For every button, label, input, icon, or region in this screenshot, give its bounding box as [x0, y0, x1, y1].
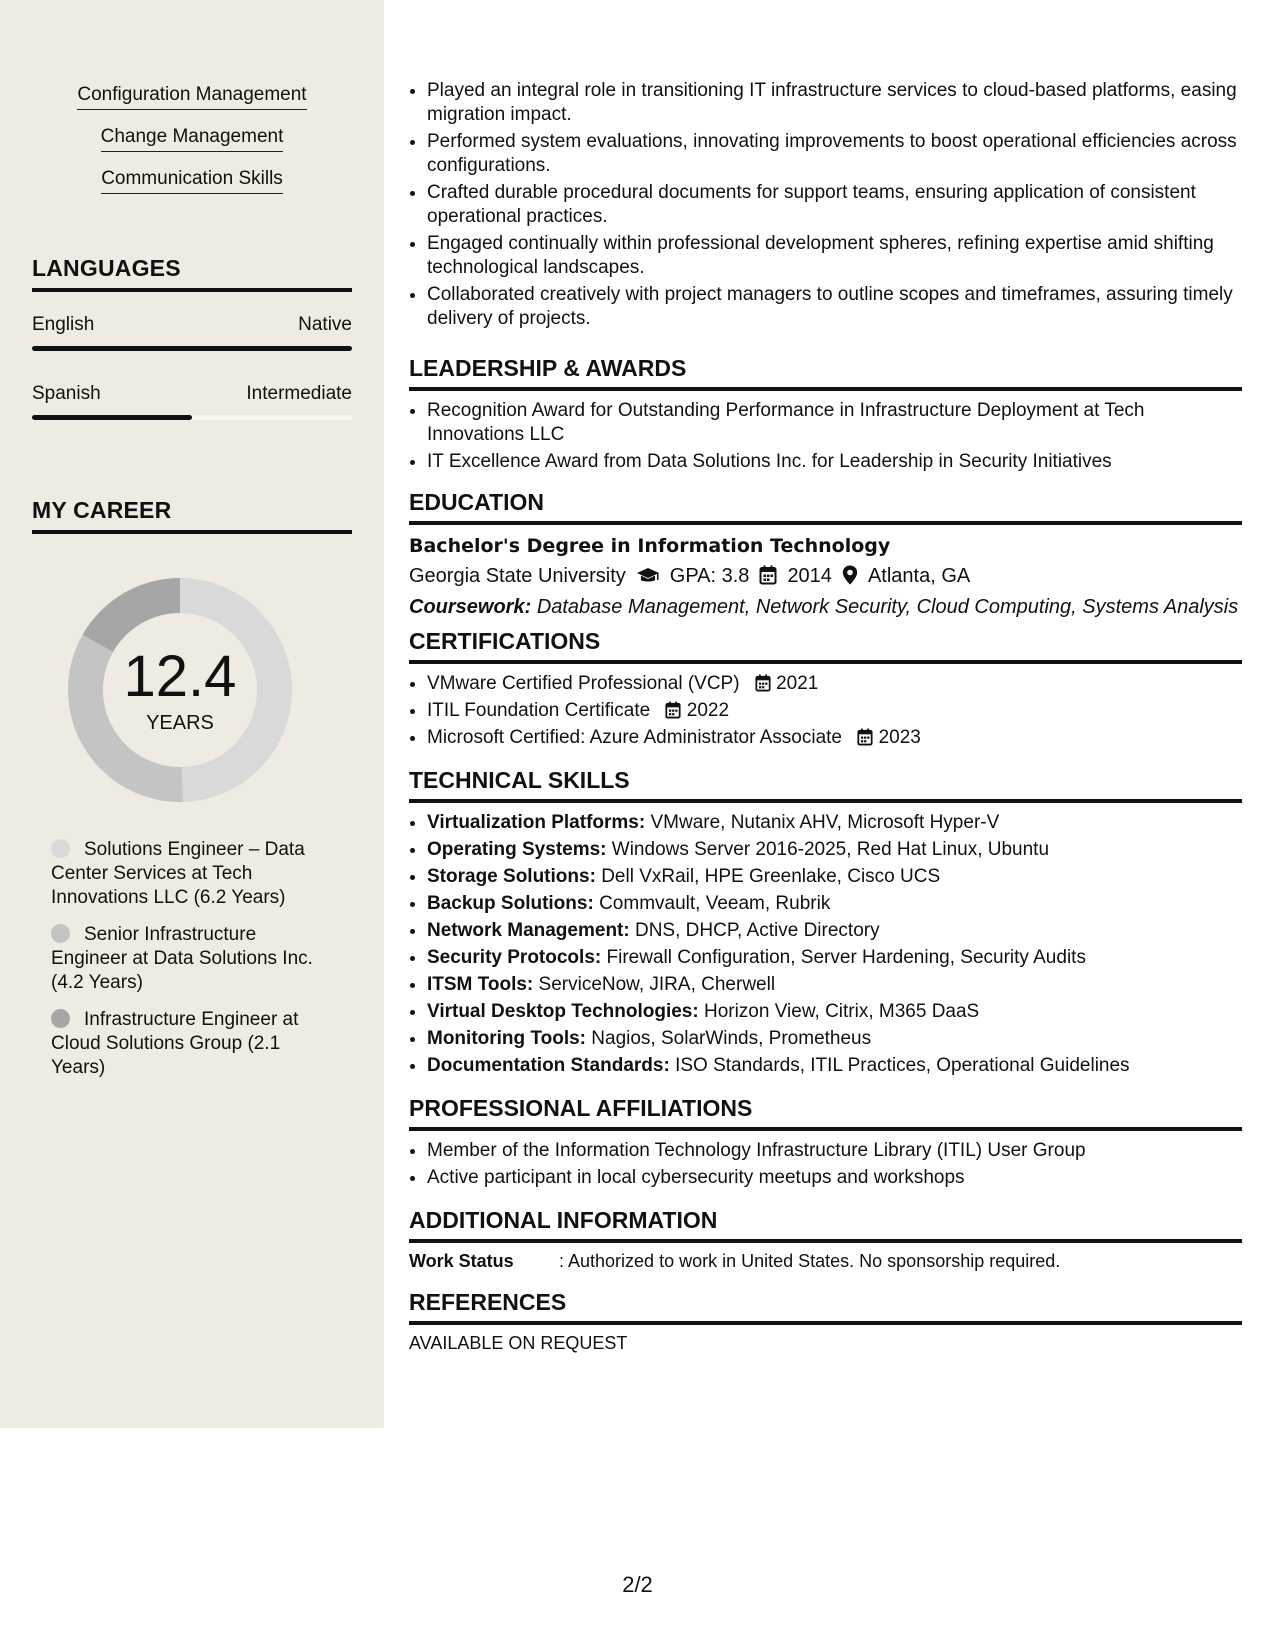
- career-item: [51, 1008, 316, 1080]
- certifications-section: [409, 628, 1242, 753]
- skill-values: Windows Server 2016-2025, Red Hat Linux, Ubuntu: [611, 839, 1050, 860]
- page-number: 2/2: [622, 1572, 653, 1597]
- language-english: [32, 314, 352, 351]
- career-total-unit: YEARS: [146, 712, 214, 734]
- experience-bullet: • Collaborated creatively with project managers to outline scopes and timeframes, assuring timely delivery of projects.: [427, 283, 1242, 331]
- skill-values: Firewall Configuration, Server Hardening, Security Audits: [606, 947, 1086, 968]
- experience-bullets: [409, 79, 1242, 334]
- affiliations-section: [409, 1095, 1242, 1193]
- affiliation-item: • Member of the Information Technology Infrastructure Library (ITIL) User Group: [427, 1139, 1242, 1163]
- career-legend-dot: [51, 924, 70, 943]
- experience-bullet: • Played an integral role in transitioning IT infrastructure services to cloud-based platforms, easing migration impact.: [427, 79, 1242, 127]
- graduation-year: 2014: [787, 565, 832, 587]
- section-title: LEADERSHIP & AWARDS: [409, 355, 1242, 391]
- skill-row: [427, 919, 1242, 943]
- skill-item: Communication Skills: [101, 168, 283, 194]
- education-section: [409, 489, 1242, 619]
- skill-row: [427, 811, 1242, 835]
- certification-name: ITIL Foundation Certificate: [427, 700, 651, 721]
- career-list: [51, 838, 316, 1093]
- coursework: [409, 596, 1242, 619]
- section-title: EDUCATION: [409, 489, 1242, 525]
- skill-row: [427, 973, 1242, 997]
- career-label: Infrastructure Engineer at Cloud Solutions Group (2.1 Years): [51, 1009, 299, 1078]
- calendar-icon: [857, 727, 873, 748]
- certification-year: 2021: [776, 673, 819, 694]
- skill-values: ISO Standards, ITIL Practices, Operational Guidelines: [675, 1055, 1130, 1076]
- award-item: • Recognition Award for Outstanding Performance in Infrastructure Deployment at Tech Innovations LLC: [427, 399, 1242, 447]
- skill-category: Monitoring Tools:: [427, 1028, 586, 1049]
- references-section: [409, 1289, 1242, 1354]
- references-text: AVAILABLE ON REQUEST: [409, 1333, 628, 1353]
- skill-item: Change Management: [101, 126, 284, 152]
- career-donut: [64, 574, 296, 806]
- work-status-label: Work Status: [409, 1251, 514, 1271]
- skill-category: ITSM Tools:: [427, 974, 534, 995]
- experience-bullet: • Performed system evaluations, innovating improvements to boost operational efficiencies across configurations.: [427, 130, 1242, 178]
- certification-name: Microsoft Certified: Azure Administrator Associate: [427, 727, 842, 748]
- certification-date: [665, 700, 729, 721]
- skill-values: Horizon View, Citrix, M365 DaaS: [703, 1001, 980, 1022]
- skill-values: DNS, DHCP, Active Directory: [634, 920, 880, 941]
- calendar-icon: [759, 565, 777, 588]
- certification-year: 2023: [878, 727, 921, 748]
- calendar-icon: [665, 700, 681, 721]
- school-name: Georgia State University: [409, 565, 626, 587]
- education-meta: [409, 565, 1242, 588]
- certification-year: 2022: [686, 700, 730, 721]
- skill-values: Commvault, Veeam, Rubrik: [599, 893, 831, 914]
- graduation-cap-icon: [636, 565, 660, 588]
- skill-category: Virtualization Platforms:: [427, 812, 646, 833]
- languages-title: LANGUAGES: [32, 255, 352, 292]
- skill-item: Configuration Management: [77, 84, 306, 110]
- career-label: Senior Infrastructure Engineer at Data Solutions Inc. (4.2 Years): [51, 924, 313, 993]
- affiliation-item: • Active participant in local cybersecurity meetups and workshops: [427, 1166, 1242, 1190]
- skill-row: [427, 838, 1242, 862]
- education-location: Atlanta, GA: [867, 565, 971, 587]
- section-title: CERTIFICATIONS: [409, 628, 1242, 664]
- section-title: REFERENCES: [409, 1289, 1242, 1325]
- certification-item: [427, 699, 1242, 723]
- career-legend-dot: [51, 839, 70, 858]
- skill-category: Network Management:: [427, 920, 630, 941]
- section-title: TECHNICAL SKILLS: [409, 767, 1242, 803]
- certification-item: [427, 726, 1242, 750]
- career-legend-dot: [51, 1009, 70, 1028]
- language-name: English: [32, 314, 95, 335]
- experience-bullet: • Engaged continually within professional development spheres, refining expertise amid shifting technological landscapes.: [427, 232, 1242, 280]
- skill-row: [427, 1054, 1242, 1078]
- skill-row: [427, 1000, 1242, 1024]
- skill-values: Nagios, SolarWinds, Prometheus: [591, 1028, 872, 1049]
- skill-category: Backup Solutions:: [427, 893, 594, 914]
- certification-date: [755, 673, 819, 694]
- skill-list: [0, 84, 384, 210]
- language-bar-fill: [32, 415, 192, 420]
- skill-row: [427, 892, 1242, 916]
- award-item: • IT Excellence Award from Data Solutions Inc. for Leadership in Security Initiatives: [427, 450, 1242, 474]
- work-status: [409, 1251, 1242, 1272]
- skill-category: Operating Systems:: [427, 839, 607, 860]
- degree-title: Bachelor's Degree in Information Technology: [409, 535, 891, 557]
- certification-item: [427, 672, 1242, 696]
- skill-category: Virtual Desktop Technologies:: [427, 1001, 699, 1022]
- language-bar-fill: [32, 346, 352, 351]
- career-total-years: 12.4: [123, 644, 237, 709]
- skill-values: ServiceNow, JIRA, Cherwell: [538, 974, 776, 995]
- skill-values: VMware, Nutanix AHV, Microsoft Hyper-V: [650, 812, 1000, 833]
- language-name: Spanish: [32, 383, 101, 404]
- experience-bullet: • Crafted durable procedural documents for support teams, ensuring application of consistent operational practices.: [427, 181, 1242, 229]
- career-label: Solutions Engineer – Data Center Services at Tech Innovations LLC (6.2 Years): [51, 839, 305, 908]
- language-bar: [32, 346, 352, 351]
- language-level: Intermediate: [246, 383, 352, 404]
- location-pin-icon: [842, 565, 858, 588]
- technical-skills-section: [409, 767, 1242, 1081]
- skill-row: [427, 946, 1242, 970]
- certification-name: VMware Certified Professional (VCP): [427, 673, 740, 694]
- career-item: [51, 838, 316, 910]
- section-title: ADDITIONAL INFORMATION: [409, 1207, 1242, 1243]
- leadership-section: [409, 355, 1242, 477]
- additional-info-section: [409, 1207, 1242, 1272]
- section-title: PROFESSIONAL AFFILIATIONS: [409, 1095, 1242, 1131]
- skill-row: [427, 1027, 1242, 1051]
- gpa: GPA: 3.8: [669, 565, 750, 587]
- calendar-icon: [755, 673, 771, 694]
- coursework-label: Coursework:: [409, 596, 532, 618]
- career-title: MY CAREER: [32, 497, 352, 534]
- skill-row: [427, 865, 1242, 889]
- coursework-list: Database Management, Network Security, Cloud Computing, Systems Analysis: [536, 596, 1239, 618]
- sidebar: [0, 0, 384, 1428]
- skill-category: Documentation Standards:: [427, 1055, 670, 1076]
- skill-category: Storage Solutions:: [427, 866, 596, 887]
- career-item: [51, 923, 316, 995]
- language-spanish: [32, 383, 352, 420]
- certification-date: [857, 727, 921, 748]
- work-status-value: : Authorized to work in United States. No sponsorship required.: [559, 1251, 1061, 1271]
- skill-values: Dell VxRail, HPE Greenlake, Cisco UCS: [601, 866, 941, 887]
- language-bar: [32, 415, 352, 420]
- skill-category: Security Protocols:: [427, 947, 602, 968]
- language-level: Native: [298, 314, 352, 335]
